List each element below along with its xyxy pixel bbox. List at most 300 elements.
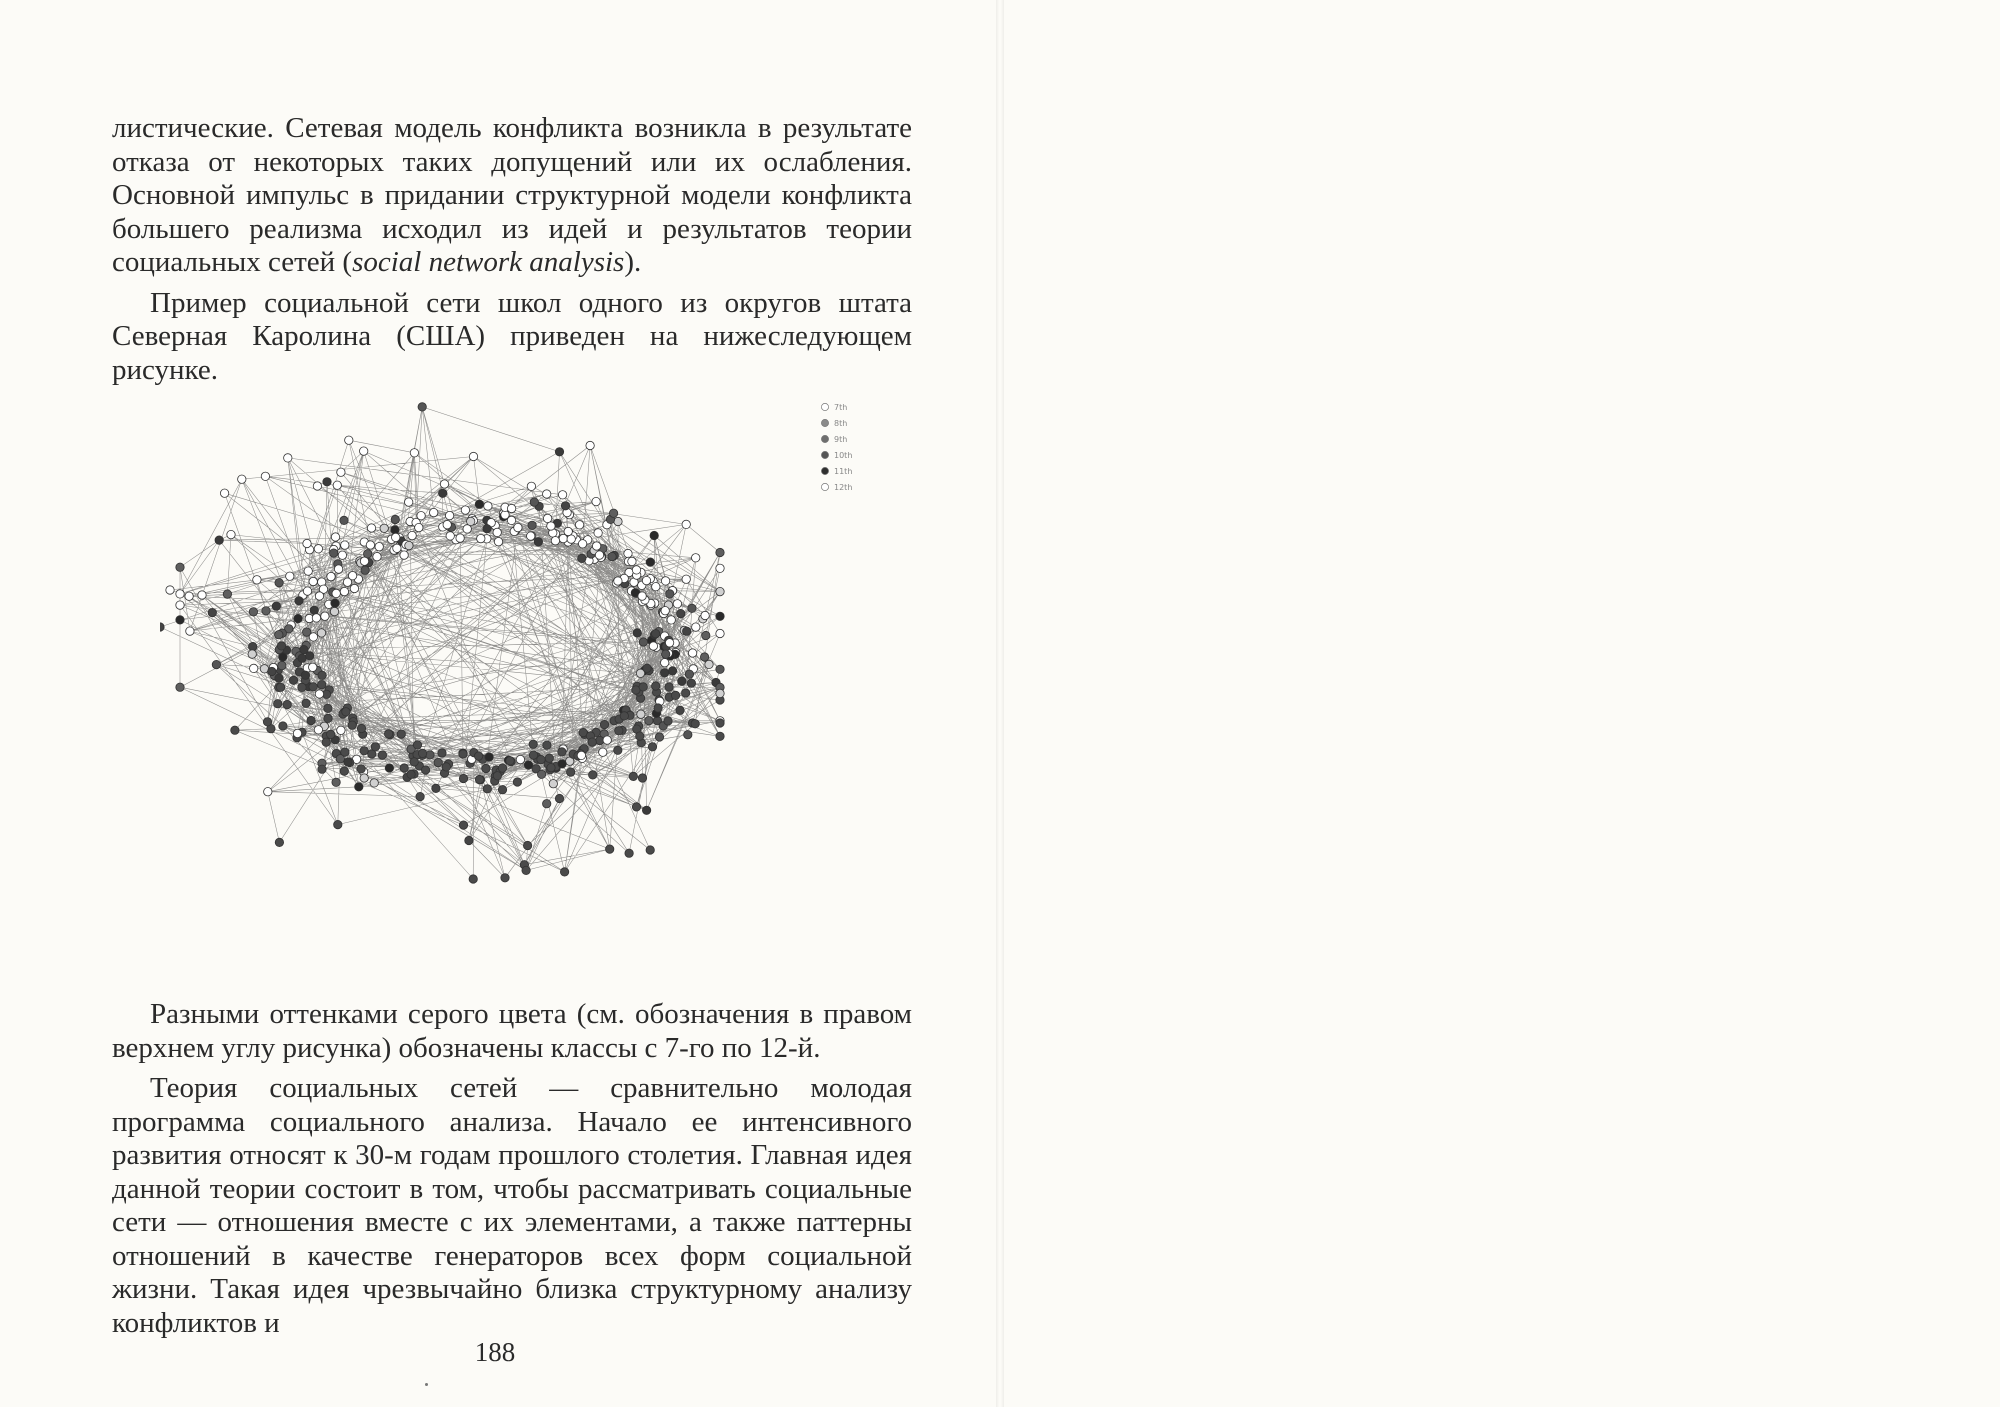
network-node	[507, 504, 515, 512]
network-node	[691, 720, 699, 728]
network-node	[516, 755, 524, 763]
network-node	[227, 530, 235, 538]
network-node	[275, 838, 283, 846]
network-node	[348, 572, 356, 580]
network-node	[705, 660, 713, 668]
network-node	[650, 531, 658, 539]
network-node	[652, 682, 660, 690]
network-node	[498, 764, 506, 772]
network-node	[440, 480, 448, 488]
network-node	[315, 690, 323, 698]
network-node	[263, 718, 271, 726]
network-node	[683, 627, 691, 635]
network-node	[558, 491, 566, 499]
network-node	[371, 743, 379, 751]
legend-marker	[821, 435, 828, 442]
network-node	[405, 498, 413, 506]
network-node	[357, 724, 365, 732]
network-node	[624, 549, 632, 557]
network-node	[558, 760, 566, 768]
network-node	[443, 521, 451, 529]
network-node	[606, 845, 614, 853]
network-node	[289, 676, 297, 684]
network-node	[716, 629, 724, 637]
network-node	[667, 616, 675, 624]
network-node	[456, 534, 464, 542]
network-node	[652, 630, 660, 638]
network-node	[279, 722, 287, 730]
network-node	[578, 540, 586, 548]
network-node	[324, 714, 332, 722]
network-node	[592, 542, 600, 550]
network-node	[332, 589, 340, 597]
network-node	[430, 508, 438, 516]
network-node	[176, 563, 184, 571]
network-node	[475, 500, 483, 508]
network-node	[298, 683, 306, 691]
network-node	[560, 868, 568, 876]
network-node	[483, 525, 491, 533]
network-node	[446, 532, 454, 540]
legend-marker	[821, 451, 828, 458]
network-node	[522, 866, 530, 874]
network-node	[198, 591, 206, 599]
network-node	[609, 509, 617, 517]
network-node	[407, 770, 415, 778]
network-node	[304, 567, 312, 575]
network-node	[439, 489, 447, 497]
network-node	[366, 541, 374, 549]
network-node	[350, 584, 358, 592]
network-node	[321, 612, 329, 620]
network-node	[400, 551, 408, 559]
network-node	[434, 758, 442, 766]
network-node	[645, 717, 653, 725]
network-node	[313, 482, 321, 490]
network-node	[459, 821, 467, 829]
network-node	[592, 497, 600, 505]
network-node	[688, 604, 696, 612]
network-node	[392, 533, 400, 541]
network-node	[671, 691, 679, 699]
network-node	[317, 629, 325, 637]
network-node	[348, 721, 356, 729]
network-node	[231, 726, 239, 734]
print-speck	[425, 1383, 428, 1386]
network-node	[332, 778, 340, 786]
network-node	[314, 726, 322, 734]
network-node	[465, 836, 473, 844]
network-node	[664, 717, 672, 725]
network-node	[524, 761, 532, 769]
network-node	[298, 654, 306, 662]
legend-label: 8th	[834, 419, 848, 428]
network-node	[277, 642, 285, 650]
network-node	[716, 719, 724, 727]
network-node	[484, 502, 492, 510]
network-node	[336, 755, 344, 763]
network-node	[338, 551, 346, 559]
network-node	[660, 669, 668, 677]
network-node	[413, 741, 421, 749]
network-node	[688, 649, 696, 657]
network-node	[684, 731, 692, 739]
legend-label: 9th	[834, 435, 848, 444]
network-node	[513, 778, 521, 786]
left-top-text	[112, 112, 912, 387]
network-node	[528, 521, 536, 529]
network-node	[537, 770, 545, 778]
network-node	[284, 454, 292, 462]
network-node	[614, 746, 622, 754]
network-node	[459, 750, 467, 758]
legend-label: 11th	[834, 467, 853, 476]
network-node	[405, 541, 413, 549]
network-node	[208, 608, 216, 616]
network-node	[543, 490, 551, 498]
network-node	[636, 732, 644, 740]
network-node	[514, 523, 522, 531]
network-node	[682, 689, 690, 697]
network-node	[342, 708, 350, 716]
network-node	[323, 478, 331, 486]
network-node	[648, 743, 656, 751]
network-node	[331, 533, 339, 541]
network-node	[567, 768, 575, 776]
network-node	[312, 614, 320, 622]
network-node	[410, 758, 418, 766]
network-node	[494, 538, 502, 546]
network-node	[665, 683, 673, 691]
network-node	[223, 590, 231, 598]
network-node	[275, 631, 283, 639]
network-node	[506, 757, 514, 765]
network-node	[415, 523, 423, 531]
network-node	[588, 738, 596, 746]
network-node	[442, 763, 450, 771]
network-node	[393, 544, 401, 552]
social-network-figure	[160, 395, 880, 955]
network-node	[418, 749, 426, 757]
network-node	[662, 650, 670, 658]
network-node	[676, 706, 684, 714]
network-node	[250, 664, 258, 672]
network-node	[551, 537, 559, 545]
network-node	[400, 764, 408, 772]
network-node	[303, 587, 311, 595]
network-node	[331, 599, 339, 607]
network-node	[253, 576, 261, 584]
network-node	[639, 638, 647, 646]
network-node	[283, 700, 291, 708]
network-node	[264, 788, 272, 796]
network-node	[215, 536, 223, 544]
network-node	[340, 516, 348, 524]
network-node	[474, 752, 482, 760]
network-node	[248, 650, 256, 658]
network-node	[238, 475, 246, 483]
network-node	[537, 755, 545, 763]
paragraph-intro: листические. Сетевая модель конфликта возникла в результате отказа от некоторых таких допущений или их ослабления. Основной импульс в придании структурной модели конфликта большего реализма исходил из идей и результатов теории социальных сетей (social network analysis).	[112, 112, 912, 278]
network-node	[176, 590, 184, 598]
network-node	[637, 710, 645, 718]
network-node	[529, 751, 537, 759]
network-node	[275, 674, 283, 682]
network-node	[380, 524, 388, 532]
network-node	[385, 764, 393, 772]
paragraph-theory: Теория социальных сетей — сравнительно молодая программа социального анализа. Начало ее интенсивного развития относят к 30-м годам прошлого столетия. Главная идея данной теории состоит в том, чтобы рассматривать социальные сети — отношения вместе с их элементами, а также паттерны отношений в качестве генераторов всех форм социальной жизни. Такая идея чрезвычайно близка структурному анализу конфликтов и	[112, 1072, 912, 1339]
network-node	[160, 623, 164, 631]
network-node	[334, 565, 342, 573]
network-node	[483, 785, 491, 793]
network-node	[677, 609, 685, 617]
paragraph-caption: Разными оттенками серого цвета (см. обозначения в правом верхнем углу рисунка) обозначены классы с 7-го по 12-й.	[112, 998, 912, 1064]
network-node	[482, 764, 490, 772]
network-node	[620, 712, 628, 720]
network-node	[649, 642, 657, 650]
network-node	[578, 554, 586, 562]
network-node	[599, 748, 607, 756]
network-node	[397, 730, 405, 738]
network-node	[608, 552, 616, 560]
network-node	[378, 751, 386, 759]
network-node	[716, 548, 724, 556]
network-node	[432, 784, 440, 792]
network-node	[545, 754, 553, 762]
network-node	[673, 600, 681, 608]
paragraph-example: Пример социальной сети школ одного из округов штата Северная Каролина (США) приведен на нижеследующем рисунке.	[112, 286, 912, 386]
network-node	[501, 874, 509, 882]
network-node	[384, 730, 392, 738]
network-node	[274, 700, 282, 708]
network-node	[687, 679, 695, 687]
network-node	[340, 767, 348, 775]
network-node	[498, 786, 506, 794]
network-node	[661, 659, 669, 667]
network-node	[700, 653, 708, 661]
network-node	[418, 403, 426, 411]
network-node	[361, 566, 369, 574]
network-node	[355, 783, 363, 791]
network-node	[176, 601, 184, 609]
network-node	[646, 846, 654, 854]
network-node	[666, 590, 674, 598]
network-node	[595, 551, 603, 559]
network-node	[493, 528, 501, 536]
network-node	[692, 554, 700, 562]
network-node	[575, 521, 583, 529]
network-node	[360, 447, 368, 455]
network-node	[632, 566, 640, 574]
network-node	[176, 683, 184, 691]
network-node	[615, 727, 623, 735]
network-node	[555, 794, 563, 802]
network-node	[467, 517, 475, 525]
network-node	[614, 577, 622, 585]
network-node	[416, 792, 424, 800]
network-node	[438, 749, 446, 757]
network-node	[642, 576, 650, 584]
network-node	[360, 747, 368, 755]
network-node	[527, 482, 535, 490]
network-node	[327, 730, 335, 738]
legend-label: 12th	[834, 483, 853, 492]
legend-marker	[821, 483, 828, 490]
network-node	[307, 716, 315, 724]
legend-label: 10th	[834, 451, 853, 460]
network-node	[701, 611, 709, 619]
network-node	[477, 534, 485, 542]
network-node	[530, 498, 538, 506]
network-node	[485, 753, 493, 761]
network-node	[661, 577, 669, 585]
network-node	[261, 472, 269, 480]
network-node	[716, 732, 724, 740]
network-node	[682, 520, 690, 528]
network-node	[523, 841, 531, 849]
network-node	[375, 543, 383, 551]
network-node	[586, 441, 594, 449]
network-node	[461, 506, 469, 514]
network-node	[373, 553, 381, 561]
network-node	[421, 766, 429, 774]
network-node	[309, 633, 317, 641]
network-node	[549, 780, 557, 788]
network-node	[309, 683, 317, 691]
network-node	[410, 449, 418, 457]
network-node	[445, 511, 453, 519]
network-node	[345, 436, 353, 444]
network-node	[594, 529, 602, 537]
network-node	[685, 670, 693, 678]
network-node	[547, 522, 555, 530]
network-node	[322, 738, 330, 746]
network-node	[408, 531, 416, 539]
network-node	[716, 689, 724, 697]
network-node	[527, 532, 535, 540]
network-node	[702, 631, 710, 639]
network-node	[262, 607, 270, 615]
network-node	[330, 549, 338, 557]
network-node	[716, 564, 724, 572]
network-node	[678, 677, 686, 685]
network-node	[469, 452, 477, 460]
network-node	[639, 683, 647, 691]
network-node	[629, 772, 637, 780]
network-node	[185, 592, 193, 600]
network-node	[324, 704, 332, 712]
network-node	[547, 764, 555, 772]
network-node	[391, 526, 399, 534]
legend-label: 7th	[834, 403, 848, 412]
network-node	[638, 592, 646, 600]
network-node	[310, 606, 318, 614]
network-node	[692, 623, 700, 631]
network-node	[212, 660, 220, 668]
network-node	[309, 577, 317, 585]
network-node	[220, 489, 228, 497]
network-node	[558, 748, 566, 756]
network-node	[166, 586, 174, 594]
network-node	[716, 587, 724, 595]
network-node	[276, 683, 284, 691]
network-node	[652, 583, 660, 591]
network-node	[278, 661, 286, 669]
network-node	[344, 758, 352, 766]
network-node	[318, 681, 326, 689]
network-node	[327, 572, 335, 580]
left-bottom-text	[112, 998, 912, 1340]
network-node	[577, 751, 585, 759]
network-nodes	[160, 403, 724, 883]
network-node	[426, 751, 434, 759]
network-node	[357, 765, 365, 773]
network-node	[249, 608, 257, 616]
network-node	[286, 572, 294, 580]
network-node	[417, 512, 425, 520]
network-node	[459, 774, 467, 782]
network-node	[655, 733, 663, 741]
figure-legend	[821, 403, 852, 492]
network-node	[295, 597, 303, 605]
network-node	[643, 664, 651, 672]
network-node	[314, 545, 322, 553]
network-node	[493, 772, 501, 780]
network-node	[625, 849, 633, 857]
network-node	[268, 667, 276, 675]
network-node	[632, 803, 640, 811]
network-node	[370, 779, 378, 787]
network-node	[341, 541, 349, 549]
network-node	[642, 806, 650, 814]
network-node	[561, 502, 569, 510]
network-node	[318, 765, 326, 773]
network-node	[367, 524, 375, 532]
network-node	[318, 671, 326, 679]
network-node	[469, 875, 477, 883]
network-node	[315, 592, 323, 600]
network-node	[564, 527, 572, 535]
network-node	[716, 612, 724, 620]
network-node	[391, 515, 399, 523]
legend-marker	[821, 419, 828, 426]
network-node	[603, 736, 611, 744]
network-node	[555, 448, 563, 456]
network-node	[272, 602, 280, 610]
network-node	[293, 729, 301, 737]
network-node	[475, 775, 483, 783]
network-node	[633, 629, 641, 637]
network-node	[682, 575, 690, 583]
network-node	[716, 665, 724, 673]
network-node	[567, 535, 575, 543]
network-node	[306, 652, 314, 660]
network-node	[333, 481, 341, 489]
legend-marker	[821, 403, 828, 410]
network-node	[543, 514, 551, 522]
network-node	[646, 558, 654, 566]
right-page	[1000, 0, 2000, 1407]
network-node	[654, 704, 662, 712]
network-node	[337, 726, 345, 734]
network-node	[330, 607, 338, 615]
network-node	[614, 517, 622, 525]
network-node	[600, 720, 608, 728]
network-node	[340, 587, 348, 595]
network-node	[360, 774, 368, 782]
network-node	[334, 820, 342, 828]
network-node	[303, 539, 311, 547]
